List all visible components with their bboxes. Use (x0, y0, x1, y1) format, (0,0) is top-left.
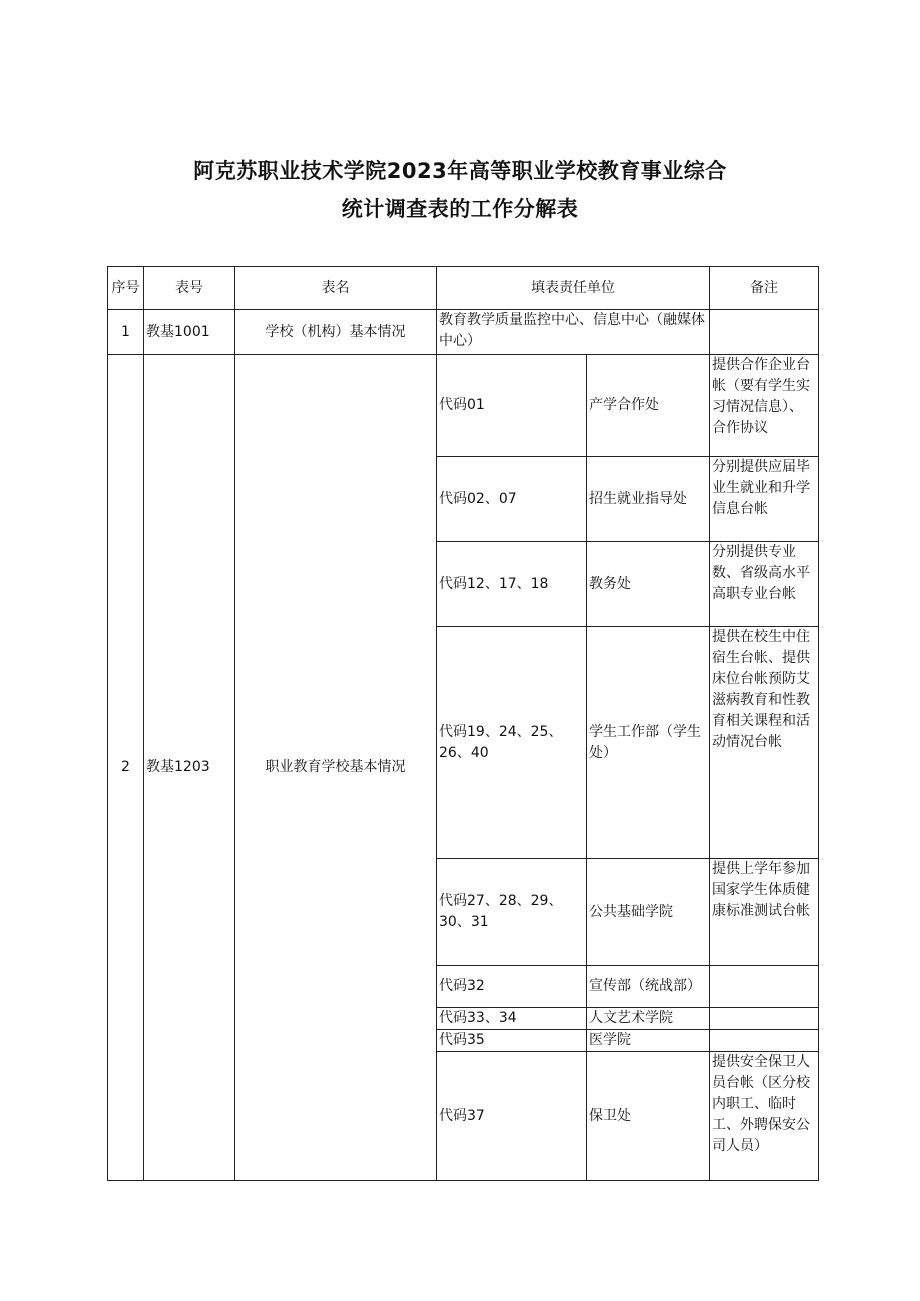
document-title-line2: 统计调查表的工作分解表 (341, 197, 579, 221)
subrow-code: 代码19、24、25、26、40 (437, 627, 587, 859)
row1-form-name: 学校（机构）基本情况 (235, 310, 437, 355)
subrow-dept: 宣传部（统战部） (587, 966, 710, 1008)
subrow-code: 代码33、34 (437, 1008, 587, 1030)
subrow-dept: 公共基础学院 (587, 859, 710, 966)
table-header-row (108, 267, 819, 310)
subrow-code: 代码02、07 (437, 457, 587, 542)
table-row (108, 310, 819, 355)
subrow-code: 代码01 (437, 355, 587, 457)
header-unit: 填表责任单位 (437, 267, 710, 310)
subrow-code: 代码32 (437, 966, 587, 1008)
subrow-code: 代码35 (437, 1030, 587, 1052)
subrow-dept: 保卫处 (587, 1052, 710, 1181)
header-form-name: 表名 (235, 267, 437, 310)
subrow-dept: 产学合作处 (587, 355, 710, 457)
row2-form-name: 职业教育学校基本情况 (235, 355, 437, 1181)
subrow-code: 代码12、17、18 (437, 542, 587, 627)
subrow-remark (710, 1030, 819, 1052)
subrow-dept: 人文艺术学院 (587, 1008, 710, 1030)
row1-remark (710, 310, 819, 355)
subrow-remark: 提供上学年参加国家学生体质健康标准测试台帐 (710, 859, 819, 966)
row1-seq: 1 (108, 310, 144, 355)
subrow-remark: 提供在校生中住宿生台帐、提供床位台帐预防艾滋病教育和性教育相关课程和活动情况台帐 (710, 627, 819, 859)
subrow-remark: 分别提供应届毕业生就业和升学信息台帐 (710, 457, 819, 542)
header-remark: 备注 (710, 267, 819, 310)
subrow-remark: 分别提供专业数、省级高水平高职专业台帐 (710, 542, 819, 627)
subrow-remark: 提供安全保卫人员台帐（区分校内职工、临时工、外聘保安公司人员） (710, 1052, 819, 1181)
subrow-remark (710, 1008, 819, 1030)
table-row (108, 355, 819, 457)
header-seq: 序号 (108, 267, 144, 310)
row1-form-no: 教基1001 (144, 310, 235, 355)
row2-seq: 2 (108, 355, 144, 1181)
work-breakdown-table (107, 266, 819, 1181)
subrow-code: 代码27、28、29、30、31 (437, 859, 587, 966)
subrow-dept: 教务处 (587, 542, 710, 627)
subrow-code: 代码37 (437, 1052, 587, 1181)
header-form-no: 表号 (144, 267, 235, 310)
subrow-dept: 学生工作部（学生处） (587, 627, 710, 859)
subrow-remark (710, 966, 819, 1008)
subrow-dept: 医学院 (587, 1030, 710, 1052)
subrow-dept: 招生就业指导处 (587, 457, 710, 542)
subrow-remark: 提供合作企业台帐（要有学生实习情况信息）、合作协议 (710, 355, 819, 457)
row1-unit: 教育教学质量监控中心、信息中心（融媒体中心） (437, 310, 710, 355)
document-title-line1: 阿克苏职业技术学院2023年高等职业学校教育事业综合 (193, 159, 727, 183)
row2-form-no: 教基1203 (144, 355, 235, 1181)
